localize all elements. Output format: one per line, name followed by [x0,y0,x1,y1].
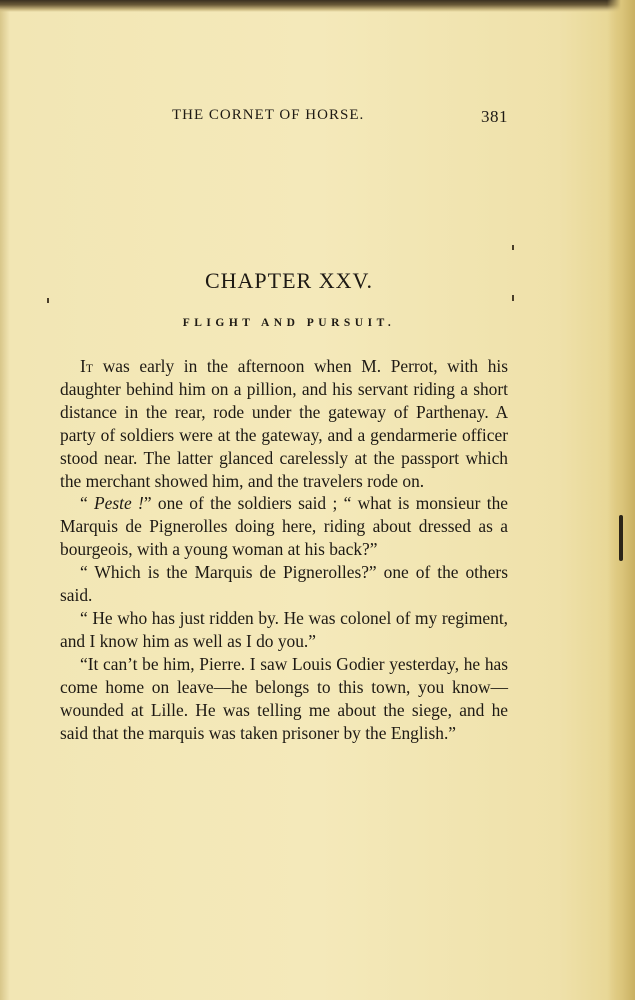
paragraph-text: ” one of the soldiers said ; “ what is monsieur the Marquis de Pignerolles doing here, riding about dressed as a bourgeois, with a young woman at his back?” [60,493,508,560]
body-text [60,355,508,744]
paragraph [60,561,508,607]
paragraph-text: was early in the afternoon when M. Perrot, with his daughter behind him on a pillion, and his servant riding a short distance in the rear, rode under the gateway of Parthenay. A party of soldiers were at the gateway, and a gendarmerie officer stood near. The latter glanced carelessly at the passport which the merchant showed him, and the travelers rode on. [60,356,508,491]
page-left-shadow [0,0,10,1000]
paragraph-text: “ He who has just ridden by. He was colonel of my regiment, and I know him as well as I do you.” [60,607,508,651]
paragraph [60,492,508,561]
paragraph-text: “ Which is the Marquis de Pignerolles?” one of the others said. [60,562,508,606]
ink-speck [512,295,514,301]
chapter-title: CHAPTER XXV. [204,268,374,293]
chapter-subtitle: FLIGHT AND PURSUIT. [182,317,396,329]
page-top-edge [0,0,635,12]
paragraph-text: “It can’t be him, Pierre. I saw Louis Godier yesterday, he has come home on leave—he belongs to this town, you know—wounded at Lille. He was telling me about the siege, and he said that the marquis was taken prisoner by the English.” [60,653,508,743]
running-title: THE CORNET OF HORSE. [172,107,365,123]
spine-mark [619,515,623,561]
ink-speck [512,245,514,250]
paragraph [60,607,508,653]
running-head [60,107,508,129]
page-number: 381 [481,107,508,126]
open-quote: “ [80,493,95,514]
page-gutter-shadow [607,0,635,1000]
paragraph-lead: It [80,356,94,376]
paragraph [60,355,508,492]
italic-exclamation: Peste ! [94,493,144,514]
paragraph [60,653,508,745]
ink-speck [47,298,49,303]
